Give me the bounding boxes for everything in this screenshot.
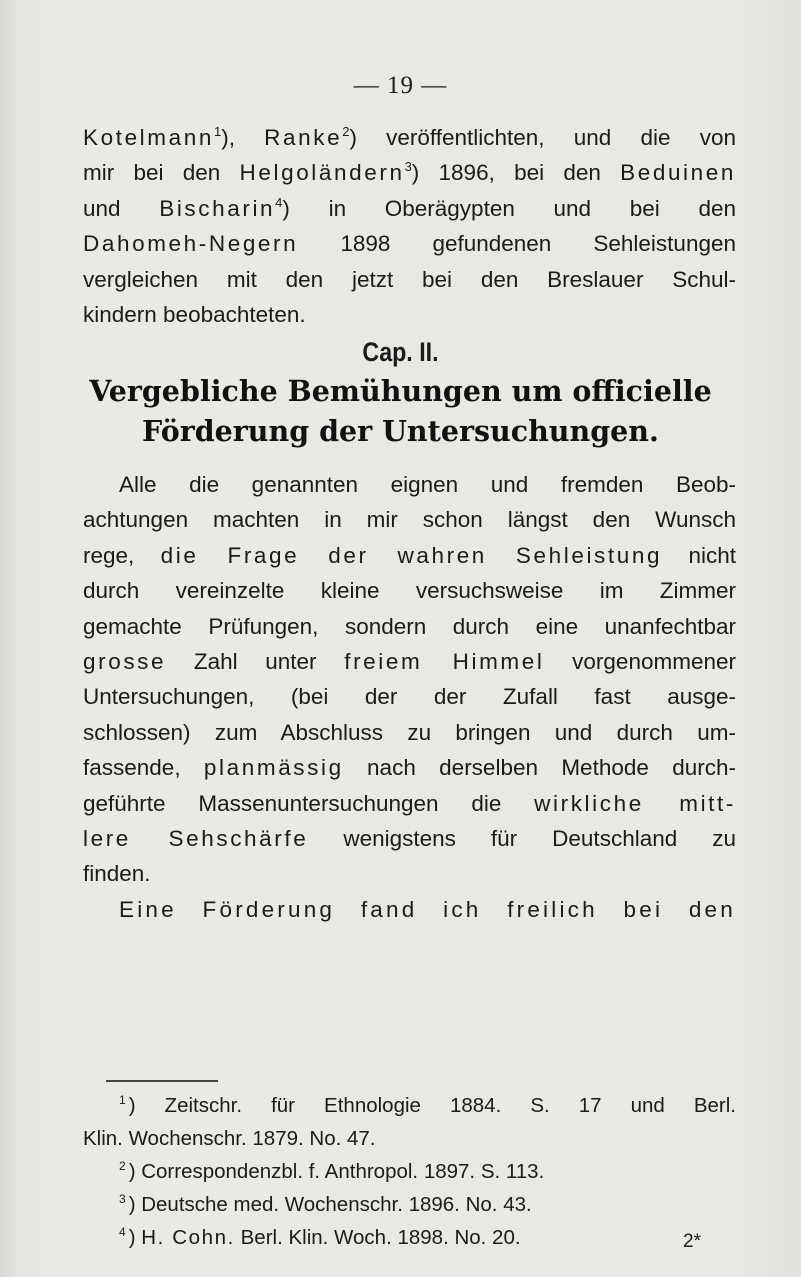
author-name-kotelmann: Kotelmann — [83, 125, 214, 150]
body-line-4: durch vereinzelte kleine versuchsweise im Zimmer — [83, 578, 736, 604]
footnote-1-line-1 — [83, 1089, 736, 1122]
sheet-signature: 2* — [683, 1231, 701, 1252]
text-segment: vorgenommener — [544, 649, 736, 675]
body-line-6 — [83, 644, 736, 679]
footnote-ref-2: 2 — [342, 124, 350, 139]
emphasis-sehschaerfe: lere Sehschärfe — [83, 826, 309, 852]
text-segment: ) Deutsche med. Wochenschr. 1896. No. 43. — [128, 1193, 532, 1216]
chapter-title-line-2: Förderung der Untersuchungen. — [142, 414, 659, 448]
footnote-number: 3 — [119, 1192, 126, 1206]
body-line-9 — [83, 750, 736, 785]
text-segment: ) — [128, 1226, 142, 1249]
footnote-number: 4 — [119, 1225, 126, 1239]
people-name-dahomeh: Dahomeh-Negern — [83, 231, 299, 257]
emphasis-frage: die Frage der wahren Sehleistung — [160, 542, 663, 568]
body-line-12: finden. — [83, 861, 151, 887]
text-segment: 1898 gefundenen Sehleistungen — [298, 231, 736, 257]
body-line-11 — [83, 821, 736, 856]
body-line-7: Untersuchungen, (bei der der Zufall fast ausge- — [83, 684, 736, 710]
text-segment: ) veröffentlichten, und die von — [349, 125, 736, 150]
text-segment: ) Zeitschr. für Ethnologie 1884. S. 17 und Berl. — [128, 1094, 736, 1117]
text-segment: Zahl unter — [166, 649, 345, 675]
body-line-3 — [83, 538, 736, 573]
body-paragraph-2-line-1: Eine Förderung fand ich freilich bei den — [119, 896, 736, 922]
body-line-8: schlossen) zum Abschluss zu bringen und durch um- — [83, 719, 736, 745]
footnote-ref-4: 4 — [275, 194, 283, 210]
text-segment: rege, — [83, 542, 161, 568]
text-segment: fassende, — [83, 755, 204, 781]
text-segment: geführte Massenuntersuchungen die — [83, 790, 535, 816]
footnotes — [83, 1089, 736, 1254]
emphasis-planmaessig: planmässig — [203, 755, 344, 781]
text-segment: ), — [221, 125, 265, 150]
emphasis-grosse: grosse — [83, 649, 167, 675]
intro-line-5: vergleichen mit den jetzt bei den Breslauer Schul- — [83, 266, 736, 292]
emphasis-freiem-himmel: freiem Himmel — [344, 649, 545, 675]
footnote-ref-3: 3 — [404, 159, 412, 175]
emphasis-wirkliche: wirkliche mitt- — [534, 790, 736, 816]
chapter-label: Cap. II. — [362, 337, 439, 367]
intro-line-1 — [83, 120, 736, 155]
body-line-1: Alle die genannten eignen und fremden Beob- — [119, 472, 736, 497]
author-name-cohn: H. Cohn. — [141, 1226, 235, 1249]
intro-paragraph — [83, 120, 736, 332]
footnote-ref-1: 1 — [213, 124, 222, 139]
intro-line-2 — [83, 155, 736, 190]
people-name-bischarin: Bischarin — [159, 195, 276, 221]
text-segment: nach derselben Methode durch- — [343, 755, 736, 781]
text-segment: und — [83, 195, 160, 221]
body-line-2: achtungen machten in mir schon längst den Wunsch — [83, 507, 736, 533]
text-segment: ) in Oberägypten und bei den — [282, 195, 736, 221]
body-line-10 — [83, 786, 736, 821]
text-segment: nicht — [662, 542, 736, 568]
footnote-4 — [83, 1221, 736, 1254]
intro-line-6: kindern beobachteten. — [83, 302, 306, 328]
page-number: — 19 — — [353, 72, 448, 99]
footnote-3 — [83, 1188, 736, 1221]
text-segment: Berl. Klin. Woch. 1898. No. 20. — [234, 1226, 521, 1249]
people-name-helgolaender: Helgoländern — [239, 160, 405, 186]
body-paragraph-1 — [83, 467, 736, 927]
body-line-5: gemachte Prüfungen, sondern durch eine unanfechtbar — [83, 613, 736, 639]
text-segment: wenigstens für Deutschland zu — [308, 826, 736, 852]
people-name-beduinen: Beduinen — [620, 160, 736, 186]
footnote-number: 1 — [119, 1093, 126, 1107]
footnote-2 — [83, 1155, 736, 1188]
chapter-title-line-1: Vergebliche Bemühungen um officielle — [89, 374, 712, 408]
text-segment: mir bei den — [83, 160, 240, 186]
text-segment: ) 1896, bei den — [411, 160, 621, 186]
intro-line-3 — [83, 191, 736, 226]
text-segment: ) Correspondenzbl. f. Anthropol. 1897. S. 113. — [128, 1160, 545, 1183]
footnote-divider — [106, 1080, 218, 1082]
footnote-number: 2 — [119, 1159, 126, 1173]
intro-line-4 — [83, 226, 736, 261]
footnote-1-line-2: Klin. Wochenschr. 1879. No. 47. — [83, 1127, 376, 1150]
author-name-ranke: Ranke — [264, 125, 343, 150]
